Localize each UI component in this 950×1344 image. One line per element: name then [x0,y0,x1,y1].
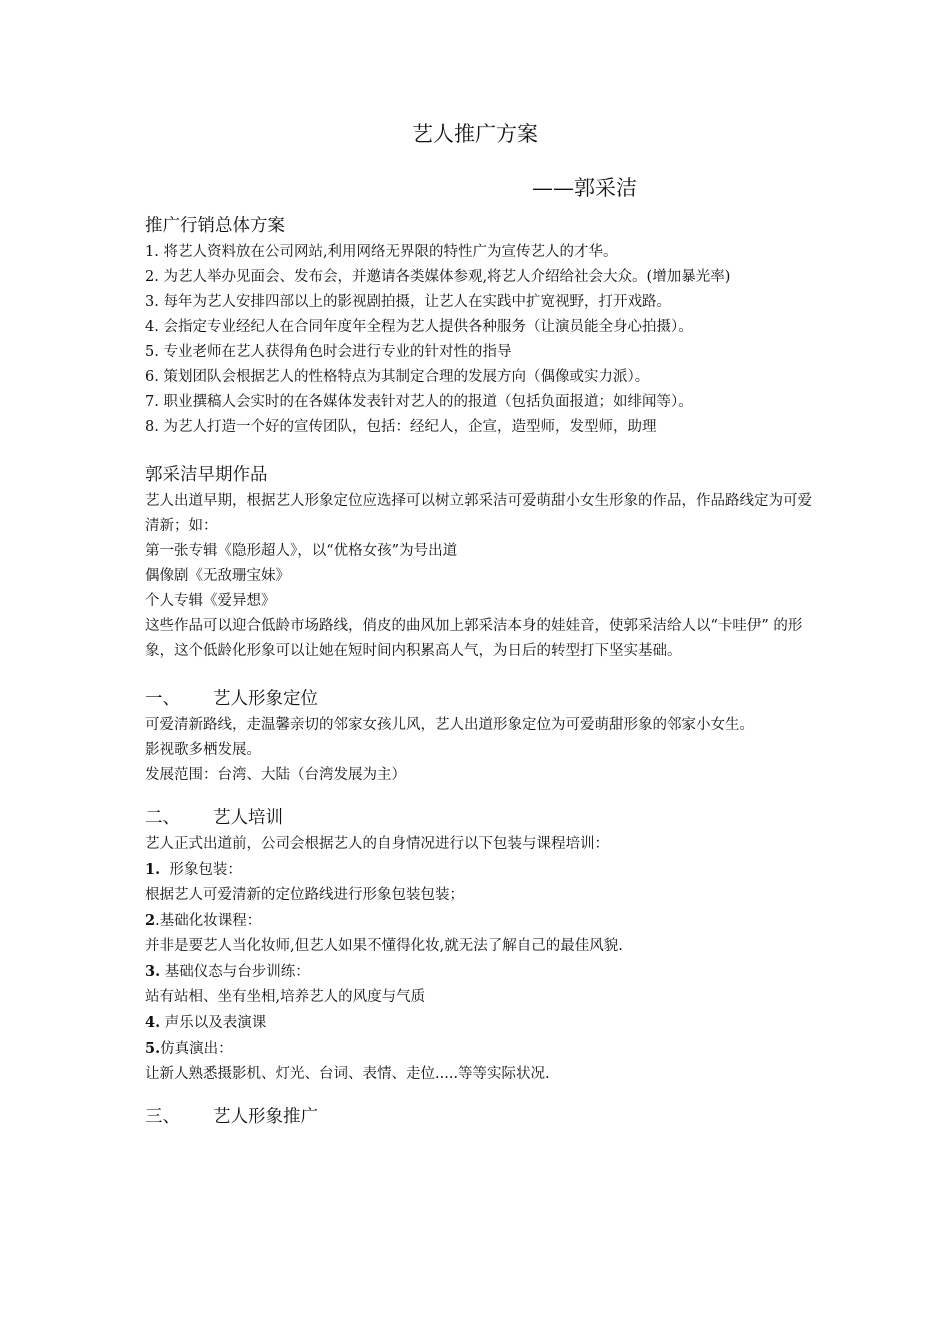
section-1-heading [145,685,815,713]
course-title: 基础仪态与台步训练： [164,964,310,980]
course-title: .基础化妆课程： [155,913,262,929]
course-number: 2 [145,912,156,929]
course-number: 3. [145,963,161,980]
section-2-intro: 艺人正式出道前，公司会根据艺人的自身情况进行以下包装与课程培训： [145,836,609,852]
course-title-row [145,1036,815,1062]
early-work-item: 偶像剧《无敌珊宝妹》 [145,568,290,584]
early-work-item: 第一张专辑《隐形超人》，以“优格女孩”为号出道 [145,543,458,559]
document-title: 艺人推广方案 [412,122,538,146]
course-description: 让新人熟悉摄影机、灯光、台词、表情、走位.....等等实际状况. [145,1066,550,1082]
course-number: 1. [145,861,161,878]
section-3-heading [145,1103,815,1131]
course-description: 并非是要艺人当化妆师,但艺人如果不懂得化妆,就无法了解自己的最佳风貌. [145,938,623,954]
overall-item: 5. 专业老师在艺人获得角色时会进行专业的针对性的指导 [145,344,512,360]
document-body [145,212,815,1131]
course-title-row [145,1010,815,1036]
section-1-line: 发展范围：台湾、大陆（台湾发展为主） [145,767,406,783]
section-1-number: 一、 [145,689,180,709]
overall-item: 3. 每年为艺人安排四部以上的影视剧拍摄，让艺人在实践中扩宽视野，打开戏路。 [145,294,671,310]
early-works-heading: 郭采洁早期作品 [145,465,268,485]
early-work-item: 个人专辑《爱异想》 [145,593,276,609]
course-title-row [145,908,815,934]
section-1-line: 影视歌多栖发展。 [145,742,261,758]
course-title: 仿真演出： [160,1041,233,1057]
course-description: 根据艺人可爱清新的定位路线进行形象包装包装； [145,887,464,903]
section-2-number: 二、 [145,808,180,828]
overall-item: 7. 职业撰稿人会实时的在各媒体发表针对艺人的的报道（包括负面报道；如绯闻等）。 [145,394,693,410]
section-2-title: 艺人培训 [213,808,283,828]
course-title-row [145,959,815,985]
overall-heading: 推广行销总体方案 [145,216,285,236]
section-3-title: 艺人形象推广 [213,1107,318,1127]
course-number: 4. [145,1014,161,1031]
overall-item: 6. 策划团队会根据艺人的性格特点为其制定合理的发展方向（偶像或实力派）。 [145,369,650,385]
early-works-intro: 艺人出道早期，根据艺人形象定位应选择可以树立郭采洁可爱萌甜小女生形象的作品，作品路线定为可爱清新；如： [145,493,812,534]
section-1-title: 艺人形象定位 [213,689,318,709]
overall-item: 2. 为艺人举办见面会、发布会，并邀请各类媒体参观,将艺人介绍给社会大众。(增加暴光率) [145,269,731,285]
section-2-heading [145,804,815,832]
document-subtitle: ——郭采洁 [532,176,637,200]
course-title-row [145,857,815,883]
course-description: 站有站相、坐有坐相,培养艺人的风度与气质 [145,989,426,1005]
section-1-line: 可爱清新路线，走温馨亲切的邻家女孩儿风，艺人出道形象定位为可爱萌甜形象的邻家小女生。 [145,717,754,733]
overall-item: 4. 会指定专业经纪人在合同年度年全程为艺人提供各种服务（让演员能全身心拍摄）。 [145,319,693,335]
course-title: 声乐以及表演课 [164,1015,267,1031]
early-works-conclusion: 这些作品可以迎合低龄市场路线，俏皮的曲风加上郭采洁本身的娃娃音，使郭采洁给人以“卡哇伊” 的形象，这个低龄化形象可以让她在短时间内积累高人气，为日后的转型打下坚实基础。 [145,618,803,659]
course-number: 5. [145,1040,161,1057]
overall-item: 8. 为艺人打造一个好的宣传团队，包括：经纪人，企宣，造型师，发型师，助理 [145,419,657,435]
overall-item: 1. 将艺人资料放在公司网站,利用网络无界限的特性广为宣传艺人的才华。 [145,244,618,260]
section-3-number: 三、 [145,1107,180,1127]
course-title: 形象包装： [169,862,242,878]
